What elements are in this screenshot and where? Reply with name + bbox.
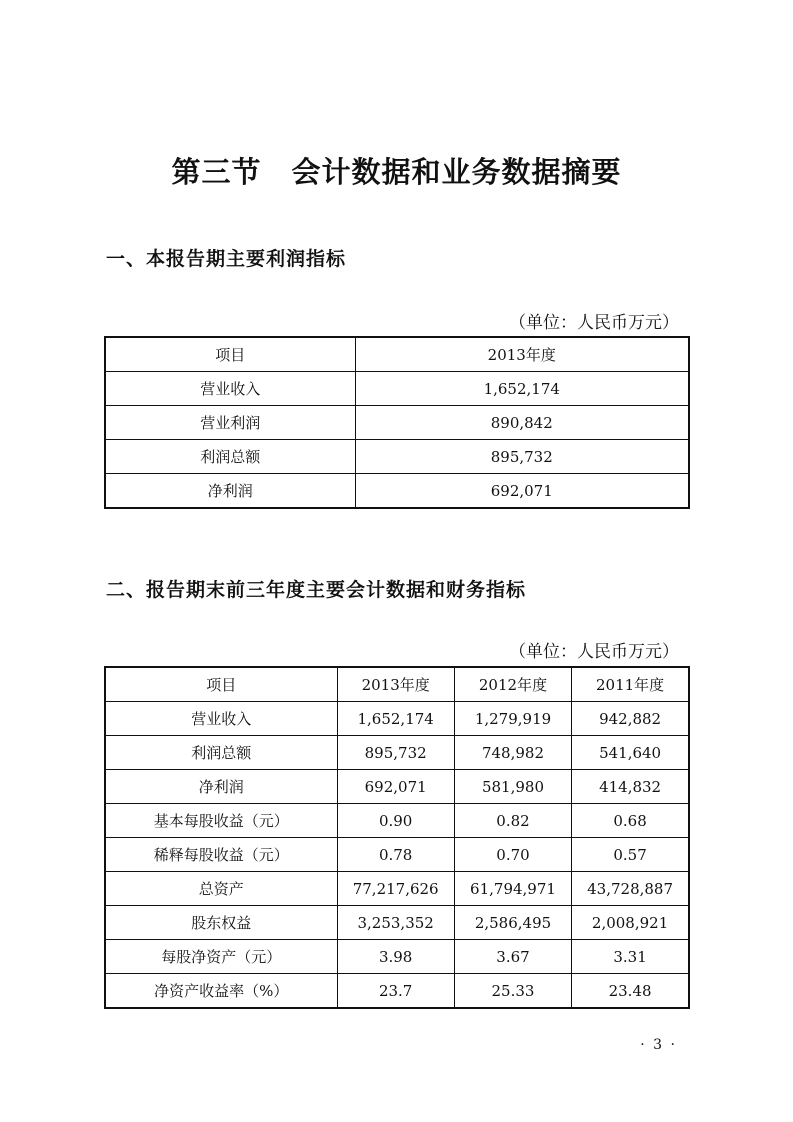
table-row: [105, 770, 689, 804]
row-label: 总资产: [105, 872, 337, 906]
table-cell: 23.7: [337, 974, 454, 1009]
table-cell: 23.48: [572, 974, 689, 1009]
row-label: 净利润: [105, 770, 337, 804]
table-cell: 748,982: [454, 736, 571, 770]
table-cell: 692,071: [355, 474, 689, 509]
table-row: [105, 406, 689, 440]
column-header: 2012年度: [454, 667, 571, 702]
table-cell: 2,008,921: [572, 906, 689, 940]
page-number: · 3 ·: [640, 1037, 677, 1053]
table-row: [105, 906, 689, 940]
table-cell: 1,652,174: [337, 702, 454, 736]
row-label: 净资产收益率（%）: [105, 974, 337, 1009]
column-header: 2011年度: [572, 667, 689, 702]
row-label: 基本每股收益（元）: [105, 804, 337, 838]
table-cell: 25.33: [454, 974, 571, 1009]
table-cell: 0.68: [572, 804, 689, 838]
table-cell: 0.90: [337, 804, 454, 838]
table-cell: 895,732: [337, 736, 454, 770]
table-row: [105, 804, 689, 838]
column-header: 2013年度: [355, 337, 689, 372]
table-cell: 581,980: [454, 770, 571, 804]
section1-heading: 一、本报告期主要利润指标: [106, 248, 347, 270]
table-cell: 895,732: [355, 440, 689, 474]
table-cell: 0.82: [454, 804, 571, 838]
table-cell: 77,217,626: [337, 872, 454, 906]
row-label: 营业利润: [105, 406, 355, 440]
column-header: 项目: [105, 337, 355, 372]
profit-indicators-table: [104, 336, 690, 509]
row-label: 稀释每股收益（元）: [105, 838, 337, 872]
table-row: [105, 974, 689, 1009]
page-title: 第三节 会计数据和业务数据摘要: [171, 155, 622, 189]
table-cell: 3.31: [572, 940, 689, 974]
table-row: [105, 872, 689, 906]
table-row: [105, 940, 689, 974]
column-header: 项目: [105, 667, 337, 702]
table-cell: 0.78: [337, 838, 454, 872]
table-header-row: [105, 667, 689, 702]
table-cell: 2,586,495: [454, 906, 571, 940]
section1-unit-note: （单位：人民币万元）: [509, 313, 679, 333]
table-row: [105, 702, 689, 736]
table-cell: 43,728,887: [572, 872, 689, 906]
table-cell: 692,071: [337, 770, 454, 804]
column-header: 2013年度: [337, 667, 454, 702]
table-cell: 3,253,352: [337, 906, 454, 940]
table-cell: 890,842: [355, 406, 689, 440]
table-cell: 414,832: [572, 770, 689, 804]
table-row: [105, 372, 689, 406]
table-cell: 942,882: [572, 702, 689, 736]
table-cell: 61,794,971: [454, 872, 571, 906]
row-label: 净利润: [105, 474, 355, 509]
table-cell: 1,279,919: [454, 702, 571, 736]
table-cell: 3.98: [337, 940, 454, 974]
row-label: 利润总额: [105, 440, 355, 474]
table-cell: 3.67: [454, 940, 571, 974]
row-label: 股东权益: [105, 906, 337, 940]
table-row: [105, 440, 689, 474]
table-cell: 1,652,174: [355, 372, 689, 406]
table-row: [105, 838, 689, 872]
table-cell: 541,640: [572, 736, 689, 770]
section2-unit-note: （单位：人民币万元）: [509, 642, 679, 662]
row-label: 利润总额: [105, 736, 337, 770]
financial-indicators-table: [104, 666, 690, 1009]
table-cell: 0.70: [454, 838, 571, 872]
row-label: 营业收入: [105, 372, 355, 406]
section2-heading: 二、报告期末前三年度主要会计数据和财务指标: [106, 579, 527, 601]
table-row: [105, 474, 689, 509]
table-row: [105, 736, 689, 770]
table-cell: 0.57: [572, 838, 689, 872]
row-label: 每股净资产（元）: [105, 940, 337, 974]
row-label: 营业收入: [105, 702, 337, 736]
table-header-row: [105, 337, 689, 372]
